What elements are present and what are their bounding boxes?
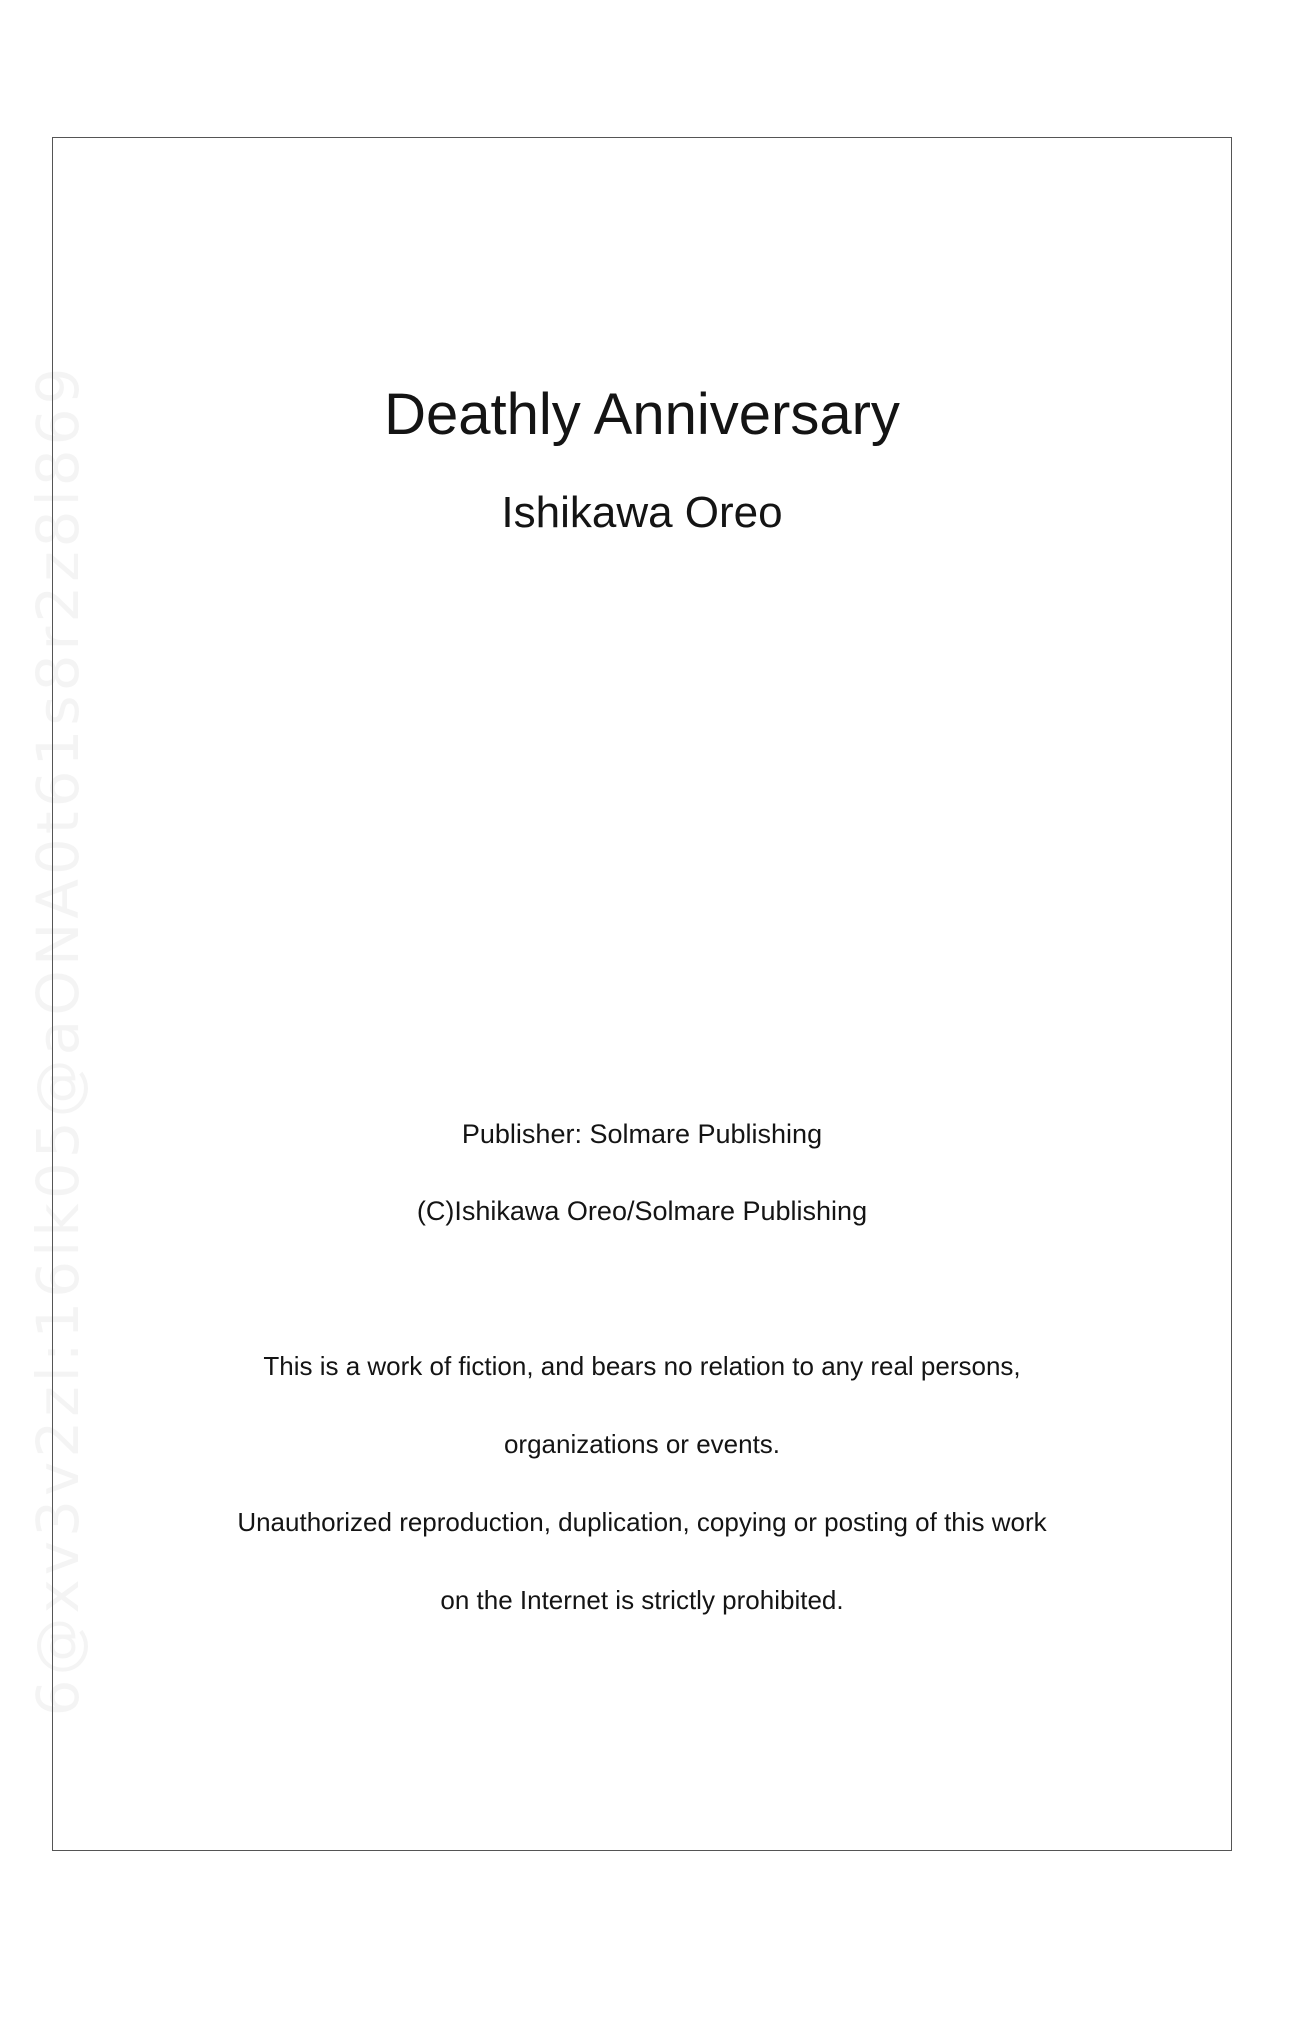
publisher-line: Publisher: Solmare Publishing <box>461 1119 823 1149</box>
copyright-line: (C)Ishikawa Oreo/Solmare Publishing <box>416 1196 868 1226</box>
page-frame <box>52 137 1232 1851</box>
book-author: Ishikawa Oreo <box>501 488 783 537</box>
disclaimer-line-3: Unauthorized reproduction, duplication, copying or posting of this work <box>237 1507 1047 1537</box>
disclaimer-line-1: This is a work of fiction, and bears no relation to any real persons, <box>263 1351 1021 1381</box>
disclaimer-line-4: on the Internet is strictly prohibited. <box>440 1585 844 1615</box>
book-title: Deathly Anniversary <box>384 382 900 447</box>
disclaimer-line-2: organizations or events. <box>503 1429 781 1459</box>
